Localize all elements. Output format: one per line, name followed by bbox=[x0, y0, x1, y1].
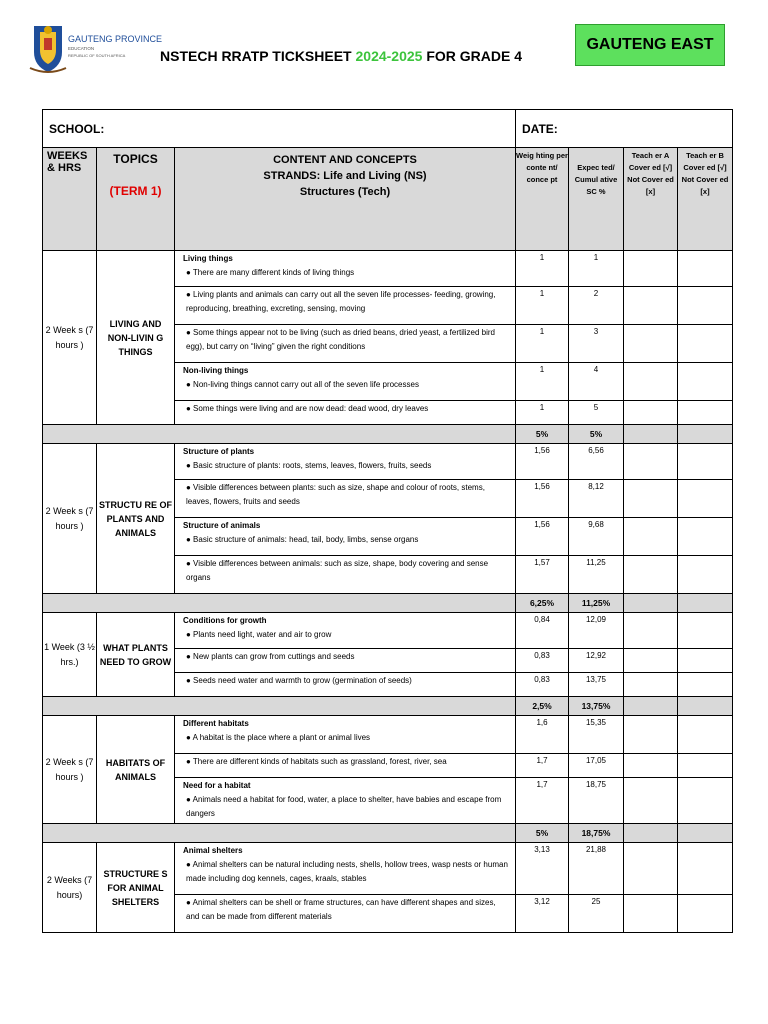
col-topics: TOPICS (TERM 1) bbox=[97, 148, 175, 251]
subtotal-row bbox=[43, 594, 733, 613]
concept-bullet: ● New plants can grow from cuttings and seeds bbox=[186, 652, 355, 661]
concept-bullet: ● Some things were living and are now dead: dead wood, dry leaves bbox=[186, 404, 429, 413]
teacher-a-check[interactable] bbox=[624, 556, 678, 594]
concept-bullet: ● Visible differences between animals: such as size, shape, body covering and sense organs bbox=[186, 559, 489, 582]
col-weighting: Weig hting per conte nt/ conce pt bbox=[516, 148, 569, 251]
content-cell bbox=[175, 556, 516, 594]
subtotal-spacer bbox=[43, 425, 516, 444]
content-cell bbox=[175, 518, 516, 556]
content-cell bbox=[175, 843, 516, 895]
gauteng-logo bbox=[28, 22, 163, 76]
teacher-a-check[interactable] bbox=[624, 518, 678, 556]
weighting-cell: 1,7 bbox=[516, 754, 569, 778]
weighting-cell: 1 bbox=[516, 325, 569, 363]
weighting-cell: 1 bbox=[516, 363, 569, 401]
teacher-a-check[interactable] bbox=[624, 673, 678, 697]
concept-bullet: ● Plants need light, water and air to grow bbox=[186, 630, 332, 639]
concept-bullet: ● Basic structure of animals: head, tail, body, limbs, sense organs bbox=[186, 535, 419, 544]
concept-bullet: ● Non-living things cannot carry out all of the seven life processes bbox=[186, 380, 419, 389]
subtotal-teacher-b bbox=[678, 425, 733, 444]
concept-bullet: ● Animal shelters can be natural including nests, shells, hollow trees, wasp nests or human made including dog kennels, cages, kraals, stables bbox=[186, 860, 508, 883]
concept-heading: Living things bbox=[183, 254, 233, 263]
school-field[interactable]: SCHOOL: bbox=[43, 110, 516, 148]
subtotal-cumulative: 18,75% bbox=[569, 824, 624, 843]
subtotal-weighting: 2,5% bbox=[516, 697, 569, 716]
subtotal-row bbox=[43, 824, 733, 843]
teacher-a-check[interactable] bbox=[624, 480, 678, 518]
table-row bbox=[43, 843, 733, 895]
content-cell bbox=[175, 716, 516, 754]
subtotal-teacher-a bbox=[624, 594, 678, 613]
subtotal-weighting: 5% bbox=[516, 824, 569, 843]
logo-subtitle: EDUCATION bbox=[68, 46, 95, 51]
coat-of-arms-icon bbox=[30, 26, 66, 72]
teacher-a-check[interactable] bbox=[624, 649, 678, 673]
cumulative-cell: 21,88 bbox=[569, 843, 624, 895]
content-cell bbox=[175, 401, 516, 425]
teacher-a-check[interactable] bbox=[624, 251, 678, 287]
content-cell bbox=[175, 363, 516, 401]
concept-bullet: ● Seeds need water and warmth to grow (germination of seeds) bbox=[186, 676, 412, 685]
teacher-a-check[interactable] bbox=[624, 444, 678, 480]
topic-cell: STRUCTURE S FOR ANIMAL SHELTERS bbox=[97, 843, 175, 933]
content-cell bbox=[175, 613, 516, 649]
teacher-b-check[interactable] bbox=[678, 518, 733, 556]
teacher-b-check[interactable] bbox=[678, 895, 733, 933]
concept-bullet: ● Basic structure of plants: roots, stems, leaves, flowers, fruits, seeds bbox=[186, 461, 432, 470]
cumulative-cell: 6,56 bbox=[569, 444, 624, 480]
content-cell bbox=[175, 325, 516, 363]
table-body bbox=[43, 251, 733, 933]
concept-heading: Animal shelters bbox=[183, 846, 243, 855]
weighting-cell: 1,7 bbox=[516, 778, 569, 824]
date-field[interactable]: DATE: bbox=[516, 110, 733, 148]
teacher-b-check[interactable] bbox=[678, 363, 733, 401]
cumulative-cell: 9,68 bbox=[569, 518, 624, 556]
concept-bullet: ● Visible differences between plants: such as size, shape and colour of roots, stems, leaves, flowers, fruits and seeds bbox=[186, 483, 485, 506]
cumulative-cell: 3 bbox=[569, 325, 624, 363]
concept-bullet: ● A habitat is the place where a plant or animal lives bbox=[186, 733, 371, 742]
table-row bbox=[43, 613, 733, 649]
cumulative-cell: 17,05 bbox=[569, 754, 624, 778]
col-content: CONTENT AND CONCEPTS STRANDS: Life and Living (NS) Structures (Tech) bbox=[175, 148, 516, 251]
weighting-cell: 0,84 bbox=[516, 613, 569, 649]
teacher-b-check[interactable] bbox=[678, 673, 733, 697]
teacher-b-check[interactable] bbox=[678, 778, 733, 824]
concept-heading: Non-living things bbox=[183, 366, 249, 375]
teacher-a-check[interactable] bbox=[624, 401, 678, 425]
subtotal-teacher-b bbox=[678, 824, 733, 843]
content-cell bbox=[175, 649, 516, 673]
teacher-b-check[interactable] bbox=[678, 480, 733, 518]
content-cell bbox=[175, 444, 516, 480]
topic-cell: WHAT PLANTS NEED TO GROW bbox=[97, 613, 175, 697]
teacher-a-check[interactable] bbox=[624, 895, 678, 933]
topic-cell: HABITATS OF ANIMALS bbox=[97, 716, 175, 824]
content-cell bbox=[175, 251, 516, 287]
subtotal-teacher-a bbox=[624, 697, 678, 716]
teacher-b-check[interactable] bbox=[678, 556, 733, 594]
logo-title: GAUTENG PROVINCE bbox=[68, 34, 163, 44]
cumulative-cell: 13,75 bbox=[569, 673, 624, 697]
teacher-a-check[interactable] bbox=[624, 363, 678, 401]
subtotal-cumulative: 13,75% bbox=[569, 697, 624, 716]
weighting-cell: 1,56 bbox=[516, 480, 569, 518]
teacher-a-check[interactable] bbox=[624, 613, 678, 649]
concept-heading: Different habitats bbox=[183, 719, 249, 728]
subtotal-weighting: 5% bbox=[516, 425, 569, 444]
teacher-a-check[interactable] bbox=[624, 843, 678, 895]
concept-bullet: ● Animal shelters can be shell or frame structures, can have different shapes and sizes, and can be made from different materials bbox=[186, 898, 496, 921]
weeks-cell: 2 Week s (7 hours ) bbox=[43, 444, 97, 594]
subtotal-spacer bbox=[43, 697, 516, 716]
subtotal-weighting: 6,25% bbox=[516, 594, 569, 613]
subtotal-cumulative: 11,25% bbox=[569, 594, 624, 613]
cumulative-cell: 2 bbox=[569, 287, 624, 325]
weighting-cell: 1,56 bbox=[516, 444, 569, 480]
teacher-b-check[interactable] bbox=[678, 401, 733, 425]
subtotal-row bbox=[43, 697, 733, 716]
teacher-b-check[interactable] bbox=[678, 287, 733, 325]
subtotal-teacher-a bbox=[624, 425, 678, 444]
col-teacher-b: Teach er B Cover ed [√] Not Cover ed [x] bbox=[678, 148, 733, 251]
cumulative-cell: 1 bbox=[569, 251, 624, 287]
table-row bbox=[43, 716, 733, 754]
col-teacher-a: Teach er A Cover ed [√] Not Cover ed [x] bbox=[624, 148, 678, 251]
weighting-cell: 0,83 bbox=[516, 673, 569, 697]
concept-heading: Conditions for growth bbox=[183, 616, 267, 625]
weeks-cell: 2 Week s (7 hours ) bbox=[43, 251, 97, 425]
weighting-cell: 1,57 bbox=[516, 556, 569, 594]
teacher-b-check[interactable] bbox=[678, 613, 733, 649]
teacher-b-check[interactable] bbox=[678, 251, 733, 287]
cumulative-cell: 8,12 bbox=[569, 480, 624, 518]
page-title: NSTECH RRATP TICKSHEET 2024-2025 FOR GRADE 4 bbox=[160, 48, 523, 64]
weighting-cell: 1 bbox=[516, 251, 569, 287]
weighting-cell: 3,13 bbox=[516, 843, 569, 895]
table-row bbox=[43, 251, 733, 287]
weighting-cell: 0,83 bbox=[516, 649, 569, 673]
content-cell bbox=[175, 480, 516, 518]
col-expected: Expec ted/ Cumul ative SC % bbox=[569, 148, 624, 251]
subtotal-row bbox=[43, 425, 733, 444]
content-cell bbox=[175, 895, 516, 933]
title-year: 2024-2025 bbox=[355, 48, 423, 64]
col-weeks: WEEKS & HRS bbox=[43, 148, 97, 251]
cumulative-cell: 18,75 bbox=[569, 778, 624, 824]
cumulative-cell: 25 bbox=[569, 895, 624, 933]
term-label: (TERM 1) bbox=[109, 184, 162, 198]
concept-heading: Structure of animals bbox=[183, 521, 261, 530]
teacher-b-check[interactable] bbox=[678, 716, 733, 754]
subtotal-cumulative: 5% bbox=[569, 425, 624, 444]
subtotal-spacer bbox=[43, 594, 516, 613]
cumulative-cell: 15,35 bbox=[569, 716, 624, 754]
cumulative-cell: 4 bbox=[569, 363, 624, 401]
subtotal-teacher-b bbox=[678, 697, 733, 716]
concept-bullet: ● Some things appear not to be living (such as dried beans, dried yeast, a fertilized bird egg), but carry on “living” given the right conditions bbox=[186, 328, 496, 351]
ticksheet-table bbox=[42, 109, 733, 933]
concept-bullet: ● There are different kinds of habitats such as grassland, forest, river, sea bbox=[186, 757, 447, 766]
teacher-b-check[interactable] bbox=[678, 843, 733, 895]
weighting-cell: 1 bbox=[516, 401, 569, 425]
cumulative-cell: 5 bbox=[569, 401, 624, 425]
teacher-b-check[interactable] bbox=[678, 649, 733, 673]
teacher-a-check[interactable] bbox=[624, 778, 678, 824]
concept-heading: Need for a habitat bbox=[183, 781, 251, 790]
weighting-cell: 1 bbox=[516, 287, 569, 325]
concept-bullet: ● There are many different kinds of living things bbox=[186, 268, 355, 277]
cumulative-cell: 11,25 bbox=[569, 556, 624, 594]
concept-heading: Structure of plants bbox=[183, 447, 255, 456]
table-row bbox=[43, 444, 733, 480]
teacher-b-check[interactable] bbox=[678, 754, 733, 778]
cumulative-cell: 12,09 bbox=[569, 613, 624, 649]
teacher-b-check[interactable] bbox=[678, 325, 733, 363]
content-cell bbox=[175, 287, 516, 325]
content-cell bbox=[175, 778, 516, 824]
subtotal-spacer bbox=[43, 824, 516, 843]
region-badge: GAUTENG EAST bbox=[575, 24, 725, 66]
logo-country: REPUBLIC OF SOUTH AFRICA bbox=[68, 53, 126, 58]
weighting-cell: 1,56 bbox=[516, 518, 569, 556]
content-cell bbox=[175, 673, 516, 697]
cumulative-cell: 12,92 bbox=[569, 649, 624, 673]
concept-bullet: ● Living plants and animals can carry out all the seven life processes- feeding, growing, reproducing, breathing, excreting, sensing, moving bbox=[186, 290, 496, 313]
weighting-cell: 3,12 bbox=[516, 895, 569, 933]
concept-bullet: ● Animals need a habitat for food, water, a place to shelter, have babies and escape from dangers bbox=[186, 795, 502, 818]
teacher-a-check[interactable] bbox=[624, 325, 678, 363]
teacher-b-check[interactable] bbox=[678, 444, 733, 480]
weeks-cell: 2 Weeks (7 hours) bbox=[43, 843, 97, 933]
teacher-a-check[interactable] bbox=[624, 716, 678, 754]
weeks-cell: 1 Week (3 ½ hrs.) bbox=[43, 613, 97, 697]
topic-cell: LIVING AND NON-LIVIN G THINGS bbox=[97, 251, 175, 425]
teacher-a-check[interactable] bbox=[624, 754, 678, 778]
subtotal-teacher-a bbox=[624, 824, 678, 843]
topic-cell: STRUCTU RE OF PLANTS AND ANIMALS bbox=[97, 444, 175, 594]
subtotal-teacher-b bbox=[678, 594, 733, 613]
weighting-cell: 1,6 bbox=[516, 716, 569, 754]
teacher-a-check[interactable] bbox=[624, 287, 678, 325]
content-cell bbox=[175, 754, 516, 778]
weeks-cell: 2 Week s (7 hours ) bbox=[43, 716, 97, 824]
